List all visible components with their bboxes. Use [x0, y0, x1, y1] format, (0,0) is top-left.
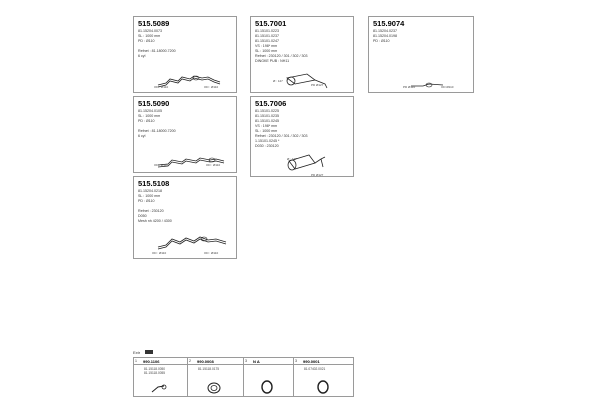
accessory-code: 990.1106: [143, 359, 160, 364]
clamp-icon: [150, 384, 168, 394]
strip-label: Extr: [133, 350, 141, 355]
accessory-index: 1: [135, 359, 137, 363]
flange-icon: [206, 382, 222, 394]
detail-line: 81.15101.0225: [255, 109, 279, 113]
dimension-label: Ø : 127: [287, 157, 297, 161]
part-card-515-5108: [133, 176, 237, 259]
strip-badge: [145, 350, 153, 354]
muffler-drawing: [285, 151, 329, 175]
detail-line: 81.15101.0245: [255, 119, 279, 123]
part-number: 515.7006: [255, 99, 287, 108]
accessory-ref: 81.15118.0055: [144, 371, 166, 375]
detail-line: 81.15101.0223: [255, 29, 279, 33]
part-details: [138, 109, 176, 139]
accessory-cell: [244, 358, 294, 396]
part-number: 515.5108: [138, 179, 170, 188]
dimension-label: OD : Ø110: [204, 85, 219, 89]
detail-line: Refnet : 81.18000.7200: [138, 129, 176, 133]
muffler-drawing: [281, 72, 331, 92]
accessory-index: 3: [295, 359, 297, 363]
dimension-label: OD : Ø110: [154, 163, 169, 167]
dimension-label: OD : Ø110: [154, 85, 169, 89]
part-number: 515.5090: [138, 99, 170, 108]
part-card-515-5089: [133, 16, 237, 93]
accessory-code: 990.0001: [303, 359, 320, 364]
detail-line: D030 : 230120: [255, 144, 279, 148]
exhaust-pipe-drawing: [156, 233, 230, 251]
detail-line: SL : 1000 mm: [255, 49, 278, 53]
detail-line: Refnet : 230120 / 301 / 302 / 303: [255, 134, 308, 138]
dimension-label: Ø : 127: [273, 79, 283, 83]
accessory-header: [294, 358, 353, 365]
part-number: 515.9074: [373, 19, 405, 28]
accessory-header: [188, 358, 243, 365]
detail-line: Refnet : 230120: [138, 209, 164, 213]
detail-line: SL : 1000 mm: [138, 194, 161, 198]
detail-line: PD : Ø110: [138, 119, 155, 123]
detail-line: VS : 198* mm: [255, 44, 278, 48]
part-card-515-5090: [133, 96, 237, 173]
dimension-label: OD : Ø110: [204, 251, 219, 255]
detail-line: SL : 1000 mm: [138, 114, 161, 118]
part-card-515-7001: [250, 16, 354, 93]
detail-line: 81.15204.0105: [138, 109, 162, 113]
accessory-strip: [133, 357, 354, 397]
detail-line: 1.15101.0245 *: [255, 139, 280, 143]
detail-line: Mesh nh 4200 / 4300: [138, 219, 172, 223]
ring-icon: [316, 380, 330, 394]
part-number: 515.7001: [255, 19, 287, 28]
detail-line: PD : Ø110: [138, 199, 155, 203]
dimension-label: OD Ø110: [441, 85, 454, 89]
dimension-label: PD Ø127: [311, 173, 324, 177]
detail-line: 81.15204.0073: [138, 29, 162, 33]
accessory-code: 990.0008: [197, 359, 214, 364]
accessory-index: 2: [189, 359, 191, 363]
detail-line: Refnet : 81.18000.7200: [138, 49, 176, 53]
detail-line: 81.15101.0237: [255, 34, 279, 38]
detail-line: Refnet : 230120 / 301 / 302 / 303: [255, 54, 308, 58]
part-details: [138, 29, 176, 59]
accessory-ref: 81.15118.0050: [144, 367, 166, 371]
detail-line: 81.15101.0235: [255, 114, 279, 118]
part-card-515-7006: [250, 96, 354, 177]
part-details: [373, 29, 397, 44]
part-details: [255, 29, 308, 64]
detail-line: 81.15204.0218: [138, 189, 162, 193]
detail-line: DINGKE PUB : NH11: [255, 59, 290, 63]
part-details: [255, 109, 308, 149]
accessory-code: N A: [253, 359, 260, 364]
gasket-icon: [260, 380, 274, 394]
accessory-header: [134, 358, 187, 365]
dimension-label: PD Ø110: [403, 85, 416, 89]
accessory-cell: [294, 358, 353, 396]
detail-line: 6 cyl: [138, 134, 146, 138]
accessory-cell: [134, 358, 188, 396]
dimension-label: OD : Ø110: [206, 163, 221, 167]
accessory-index: 3: [245, 359, 247, 363]
part-number: 515.5089: [138, 19, 170, 28]
detail-line: D050: [138, 214, 147, 218]
detail-line: 6 cyl: [138, 54, 146, 58]
part-details: [138, 189, 172, 224]
accessory-header: [244, 358, 293, 365]
detail-line: 81.15204.0198: [373, 34, 397, 38]
detail-line: 81.15101.0247: [255, 39, 279, 43]
detail-line: PD : Ø110: [373, 39, 390, 43]
detail-line: VS : 198* mm: [255, 124, 278, 128]
accessory-ref: 81.15118.0175: [198, 367, 220, 371]
detail-line: SL : 1000 mm: [255, 129, 278, 133]
dimension-label: PD Ø127: [311, 83, 324, 87]
detail-line: SL : 1000 mm: [138, 34, 161, 38]
part-card-515-9074: [368, 16, 474, 93]
detail-line: 81.15204.0237: [373, 29, 397, 33]
dimension-label: OD : Ø110: [152, 251, 167, 255]
accessory-ref: 81.07402.0021: [304, 367, 326, 371]
accessory-cell: [188, 358, 244, 396]
detail-line: PD : Ø110: [138, 39, 155, 43]
